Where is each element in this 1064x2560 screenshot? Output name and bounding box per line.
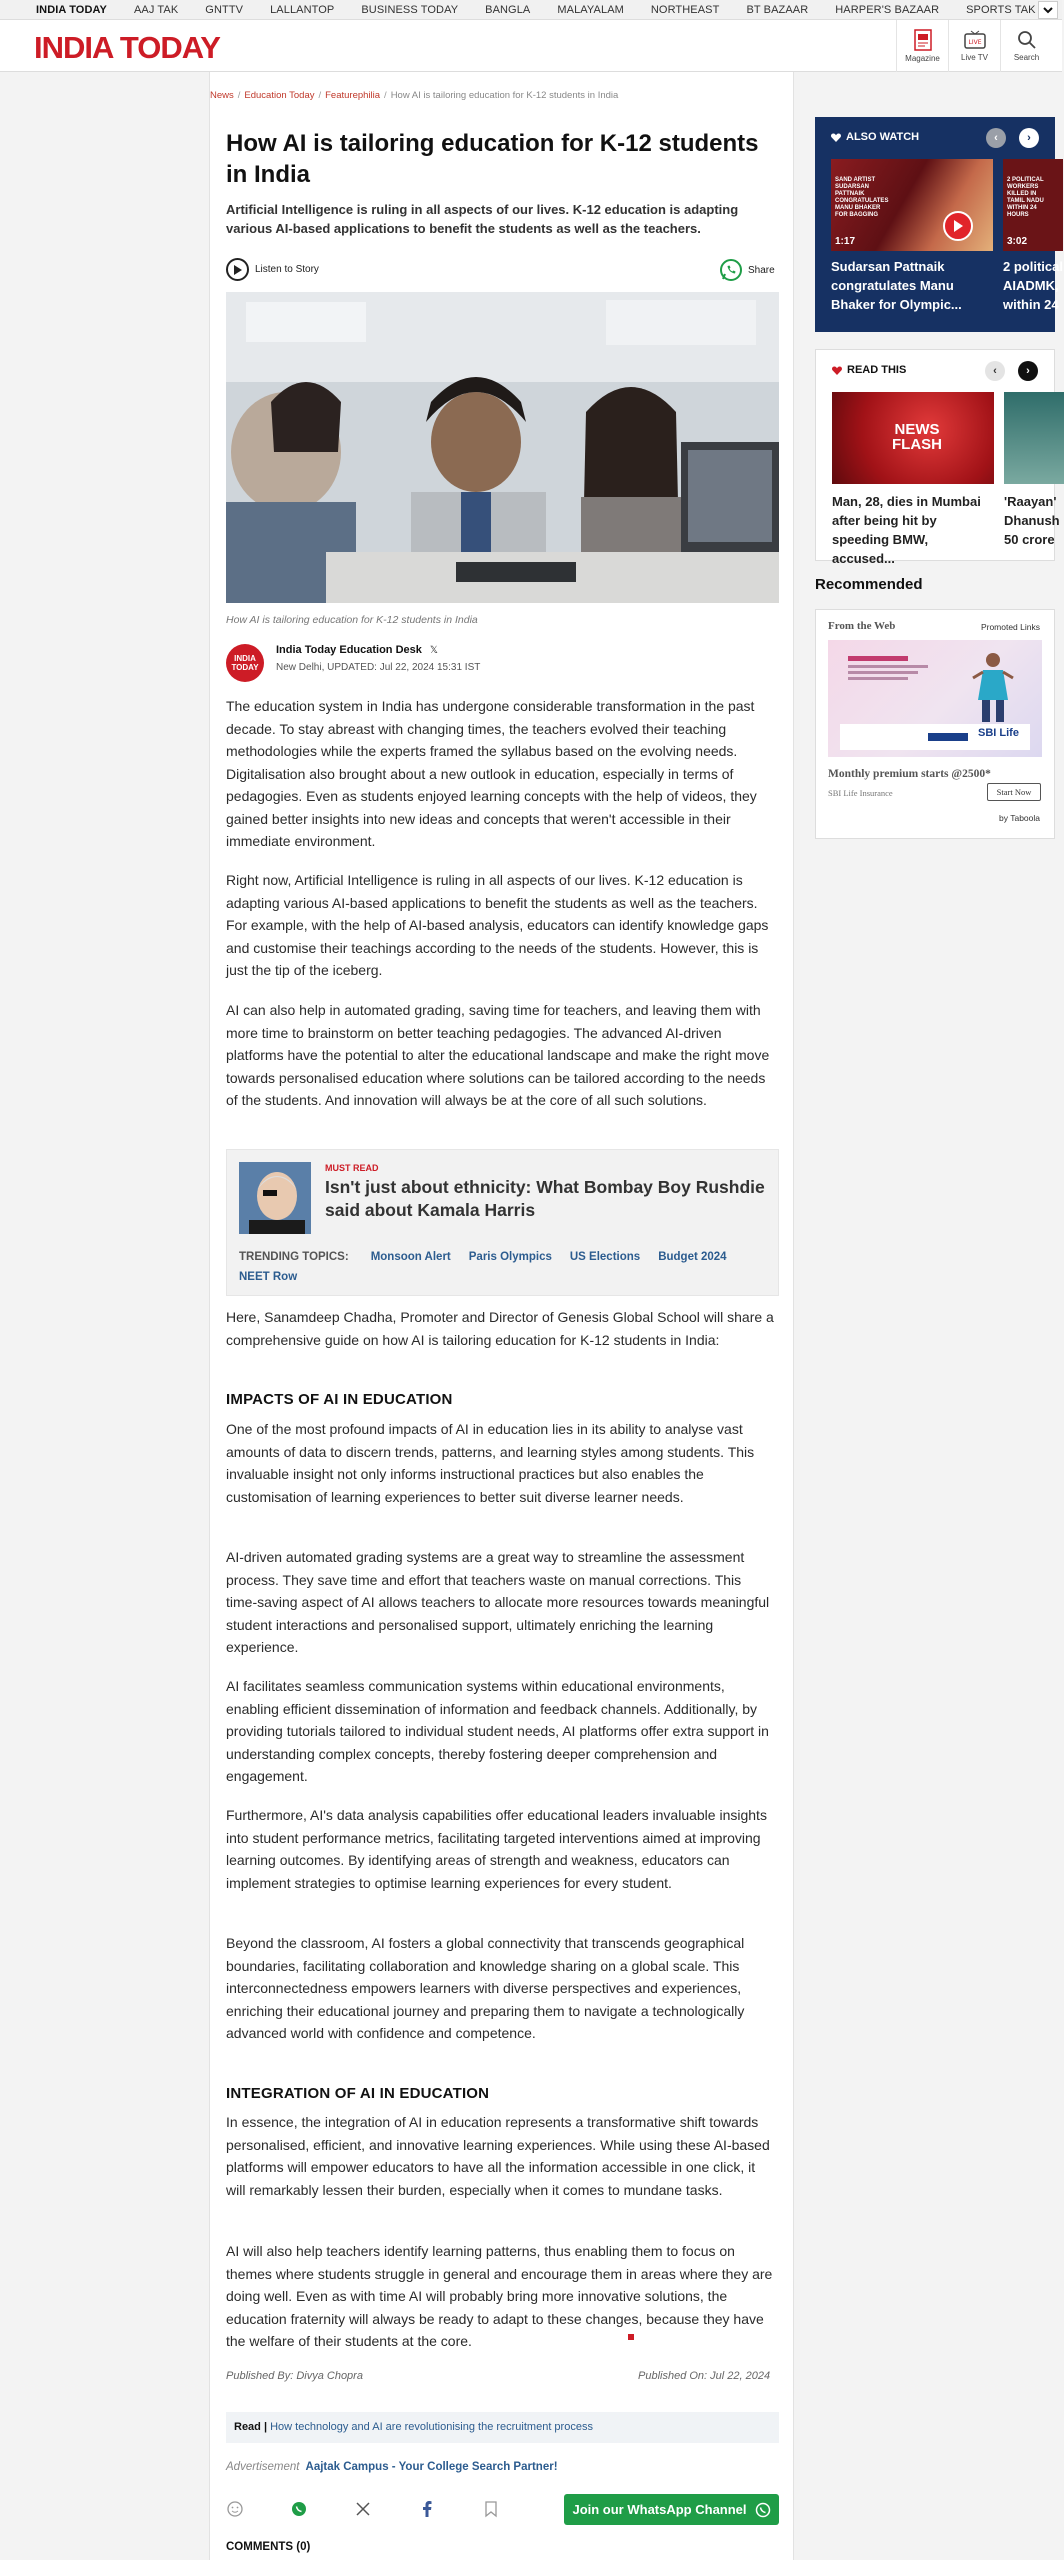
- published-by: Published By: Divya Chopra: [226, 2370, 363, 2382]
- nav-northeast[interactable]: NORTHEAST: [650, 3, 720, 16]
- paragraph-7: AI facilitates seamless communication systems within educational environments, enabling efficient dissemination of information and feedback channels. Additionally, by providing tutorials tailored to individual student needs, AI platforms offer extra support in understanding complex concepts, thereby fostering deeper comprehension and engagement.: [226, 1678, 769, 1784]
- magazine-icon: [914, 29, 932, 51]
- sbi-life-logo: SBI Life: [978, 727, 1019, 739]
- hero-image: [226, 292, 779, 603]
- read-this-nav: [972, 361, 1038, 381]
- breadcrumb-news[interactable]: News: [210, 90, 234, 101]
- breadcrumb-featurephilia[interactable]: Featurephilia: [325, 90, 381, 101]
- nav-gnttv[interactable]: GNTTV: [205, 3, 244, 16]
- live-tv-button[interactable]: [948, 20, 1000, 72]
- video-2-duration: 3:02: [1007, 236, 1028, 247]
- nav-business-today[interactable]: BUSINESS TODAY: [361, 3, 459, 16]
- trending-topics: [239, 1247, 769, 1287]
- listen-to-story-button[interactable]: [226, 258, 319, 281]
- sponsored-ad-image[interactable]: [828, 640, 1042, 757]
- share-label: Share: [748, 264, 775, 276]
- comments-heading[interactable]: COMMENTS (0): [226, 2541, 311, 2553]
- must-read-thumbnail[interactable]: [239, 1162, 311, 1234]
- author-block: [226, 644, 480, 682]
- also-watch-heading: ALSO WATCH: [831, 131, 919, 143]
- read-label: Read |: [234, 2421, 268, 2433]
- nav-harpers-bazaar[interactable]: HARPER'S BAZAAR: [835, 3, 940, 16]
- subhead-integration: INTEGRATION OF AI IN EDUCATION: [226, 2085, 490, 2102]
- read-this-thumb-2[interactable]: [1004, 392, 1064, 484]
- related-read-box: [226, 2412, 779, 2443]
- news-flash-text: NEWS FLASH: [892, 421, 942, 453]
- article-headline: How AI is tailoring education for K-12 students in India: [226, 130, 759, 188]
- play-icon: [943, 211, 973, 241]
- article-body: [226, 0, 786, 2560]
- also-watch-nav: [973, 128, 1039, 148]
- video-1-thumb-text: SAND ARTIST SUDARSAN PATTNAIK CONGRATULATES MANU BHAKER FOR BAGGING: [835, 177, 889, 218]
- live-tv-label: Live TV: [961, 53, 988, 62]
- x-share-icon[interactable]: [354, 2500, 372, 2518]
- chevron-down-icon: [1043, 7, 1053, 14]
- topic-budget-2024[interactable]: Budget 2024: [658, 1251, 727, 1263]
- read-this-widget: [815, 349, 1060, 566]
- paragraph-8: Furthermore, AI's data analysis capabilities offer educational leaders invaluable insights into student performance metrics, facilitating targeted interventions aimed at improving learning outcomes. By identifying areas of strength and weakness, educators can implement strategies to optimise learning experiences for every student.: [226, 1807, 767, 1891]
- person-icon: [968, 650, 1018, 725]
- whatsapp-icon: [719, 258, 743, 282]
- author-name[interactable]: India Today Education Desk: [276, 644, 422, 656]
- nav-bt-bazaar[interactable]: BT BAZAAR: [746, 3, 809, 16]
- also-watch-widget: [815, 117, 1063, 332]
- ad-sponsor: SBI Life Insurance: [828, 788, 893, 798]
- topic-monsoon-alert[interactable]: Monsoon Alert: [370, 1251, 451, 1263]
- svg-text:LIVE: LIVE: [967, 39, 982, 46]
- also-watch-prev-button[interactable]: ‹: [986, 128, 1006, 148]
- advert-label: Advertisement: [226, 2461, 300, 2473]
- must-read-label: MUST READ: [325, 1163, 379, 1173]
- search-icon: [1017, 30, 1037, 50]
- must-read-box: [226, 1149, 779, 1296]
- search-button[interactable]: [1000, 20, 1052, 72]
- listen-label: Listen to Story: [255, 264, 319, 275]
- ad-title[interactable]: Monthly premium starts @2500*: [828, 768, 991, 780]
- facebook-share-icon[interactable]: [418, 2500, 436, 2518]
- share-button[interactable]: [719, 258, 775, 282]
- article-dateline: New Delhi, UPDATED: Jul 22, 2024 15:31 IST: [276, 662, 481, 673]
- magazine-button[interactable]: [896, 20, 948, 72]
- paragraph-6: AI-driven automated grading systems are a great way to streamline the assessment process. They save time and effort that teachers waste on manual corrections. This time-saving aspect of AI allows teachers to allocate more resources towards meaningful student interactions and personalised support, ultimately enriching the learning experience.: [226, 1549, 770, 1655]
- from-the-web-label: From the Web: [828, 620, 896, 632]
- nav-india-today[interactable]: INDIA TODAY: [36, 3, 107, 16]
- must-read-title[interactable]: Isn't just about ethnicity: What Bombay Boy Rushdie said about Kamala Harris: [325, 1177, 765, 1220]
- read-this-title-2[interactable]: 'Raayan' Dhanush 50 crore: [1004, 494, 1060, 547]
- x-social-icon[interactable]: 𝕏: [429, 644, 438, 656]
- recommended-heading: Recommended: [815, 576, 923, 593]
- breadcrumb: News / Education Today / Featurephilia / How AI is tailoring education for K-12 students in India: [210, 90, 619, 101]
- nav-bangla[interactable]: BANGLA: [485, 3, 531, 16]
- tv-icon: [964, 30, 986, 50]
- nav-sports-tak[interactable]: SPORTS TAK: [966, 3, 1036, 16]
- whatsapp-share-icon[interactable]: [290, 2500, 308, 2518]
- video-card-2[interactable]: [1003, 159, 1063, 251]
- site-logo[interactable]: INDIA TODAY: [34, 30, 220, 65]
- promoted-links-label[interactable]: Promoted Links: [980, 622, 1040, 632]
- paragraph-3: AI can also help in automated grading, saving time for teachers, and leaving them with more time to brainstorm on better teaching pedagogies. The advanced AI-driven platforms have the potential to alter the educational landscape and make the right move towards personalised education where solutions can be tailored according to the needs of the students. And innovation will always be at the core of all such solutions.: [226, 1002, 770, 1108]
- paragraph-4: Here, Sanamdeep Chadha, Promoter and Director of Genesis Global School will share a comprehensive guide on how AI is tailoring education for K-12 students in India:: [226, 1309, 774, 1348]
- read-this-thumb-1[interactable]: [832, 392, 994, 484]
- video-2-title[interactable]: 2 political AIADMK, within 24: [1003, 259, 1063, 312]
- magazine-label: Magazine: [905, 54, 940, 63]
- nav-malayalam[interactable]: MALAYALAM: [557, 3, 624, 16]
- end-mark: [628, 2334, 634, 2340]
- advert-link[interactable]: Aajtak Campus - Your College Search Partner!: [305, 2461, 558, 2473]
- advertisement-row: [226, 2461, 558, 2473]
- paragraph-2: Right now, Artificial Intelligence is ruling in all aspects of our lives. K-12 education is adapting various AI-based applications to benefit the students as well as the teachers. For example, with the help of AI-based analysis, educators can identify knowledge gaps and customise their teachings according to the needs of the students. However, this is just the tip of the iceberg.: [226, 872, 769, 978]
- published-on: Published On: Jul 22, 2024: [638, 2370, 771, 2382]
- subhead-impacts: IMPACTS OF AI IN EDUCATION: [226, 1391, 453, 1408]
- breadcrumb-current: How AI is tailoring education for K-12 students in India: [390, 90, 619, 101]
- related-read-link[interactable]: How technology and AI are revolutionising the recruitment process: [270, 2421, 593, 2433]
- start-now-button[interactable]: Start Now: [987, 783, 1041, 801]
- image-caption: How AI is tailoring education for K-12 students in India: [226, 614, 478, 626]
- bookmark-icon[interactable]: [482, 2500, 500, 2518]
- read-this-next-button[interactable]: ›: [1018, 361, 1038, 381]
- video-2-thumb-text: 2 POLITICAL WORKERS KILLED IN TAMIL NADU WITHIN 24 HOURS: [1007, 177, 1044, 218]
- paragraph-9: Beyond the classroom, AI fosters a global connectivity that transcends geographical boundaries, facilitating collaboration and knowledge sharing on a global scale. This interconnectedness empowers learners with diverse perspectives and experiences, enriching their educational journey and preparing them to navigate a technologically advanced world with confidence and competence.: [226, 1935, 745, 2041]
- article-summary: Artificial Intelligence is ruling in all aspects of our lives. K-12 education is adapting various AI-based applications to benefit the students as well as the teachers.: [226, 202, 739, 236]
- join-whatsapp-label: Join our WhatsApp Channel: [572, 2502, 747, 2517]
- video-1-duration: 1:17: [835, 236, 856, 247]
- read-this-heading: READ THIS: [832, 364, 906, 376]
- video-1-title[interactable]: Sudarsan Pattnaik congratulates Manu Bhaker for Olympic...: [831, 259, 962, 312]
- paragraph-1: The education system in India has undergone considerable transformation in the past decade. To stay abreast with changing times, the teachers evolved their teaching methodologies while the experts framed the syllabus based on the evolving needs. Digitalisation also brought about a new outlook in education, especially in terms of pedagogies. Even as students enjoyed learning concepts with the help of videos, they gained better insights into new ideas and concepts that weren't accessible in their immediate environment.: [226, 698, 757, 849]
- heart-icon: [832, 366, 842, 375]
- play-icon: [226, 258, 249, 281]
- also-watch-next-button[interactable]: ›: [1019, 128, 1039, 148]
- author-avatar[interactable]: INDIA TODAY: [226, 644, 264, 682]
- nav-aaj-tak[interactable]: AAJ TAK: [133, 3, 179, 16]
- join-whatsapp-button[interactable]: [564, 2494, 779, 2525]
- trending-label: TRENDING TOPICS:: [239, 1251, 349, 1263]
- read-this-prev-button[interactable]: ‹: [985, 361, 1005, 381]
- paragraph-10: In essence, the integration of AI in education represents a transformative shift towards personalised, efficient, and innovative learning experiences. While using these AI-based platforms will empower educators to have all the information accessible in one click, it will remarkably lessen their burden, especially when it comes to mundane tasks.: [226, 2114, 770, 2198]
- topic-us-elections[interactable]: US Elections: [569, 1251, 641, 1263]
- topic-paris-olympics[interactable]: Paris Olympics: [468, 1251, 552, 1263]
- topic-neet-row[interactable]: NEET Row: [239, 1271, 298, 1283]
- nav-more-button[interactable]: [1038, 1, 1058, 19]
- breadcrumb-education-today[interactable]: Education Today: [244, 90, 315, 101]
- share-toolbar: [226, 2500, 546, 2518]
- heart-icon: [831, 133, 841, 142]
- nav-lallantop[interactable]: LALLANTOP: [270, 3, 335, 16]
- search-label: Search: [1013, 53, 1040, 62]
- classroom-illustration: [226, 292, 779, 603]
- paragraph-11: AI will also help teachers identify learning patterns, thus enabling them to focus on themes where students struggle in general and encourage them in areas where they are doing well. Even as with time AI will probably bring more innovative solutions, the education fraternity will always be ready to adapt to these changes, because they have the welfare of their students at the core.: [226, 2243, 773, 2349]
- video-card-1[interactable]: [831, 159, 993, 251]
- taboola-widget: [815, 609, 1055, 839]
- whatsapp-icon: [755, 2502, 771, 2518]
- read-this-title-1[interactable]: Man, 28, dies in Mumbai after being hit by speeding BMW, accused...: [832, 494, 981, 566]
- emoji-icon[interactable]: [226, 2500, 244, 2518]
- paragraph-5: One of the most profound impacts of AI in education lies in its ability to analyse vast amounts of data to discern trends, patterns, and learning styles among students. This invaluable insight not only informs instructional practices but also enables the customisation of learning experiences to better suit diverse learner needs.: [226, 1421, 755, 1505]
- by-taboola-label[interactable]: by Taboola: [999, 813, 1040, 823]
